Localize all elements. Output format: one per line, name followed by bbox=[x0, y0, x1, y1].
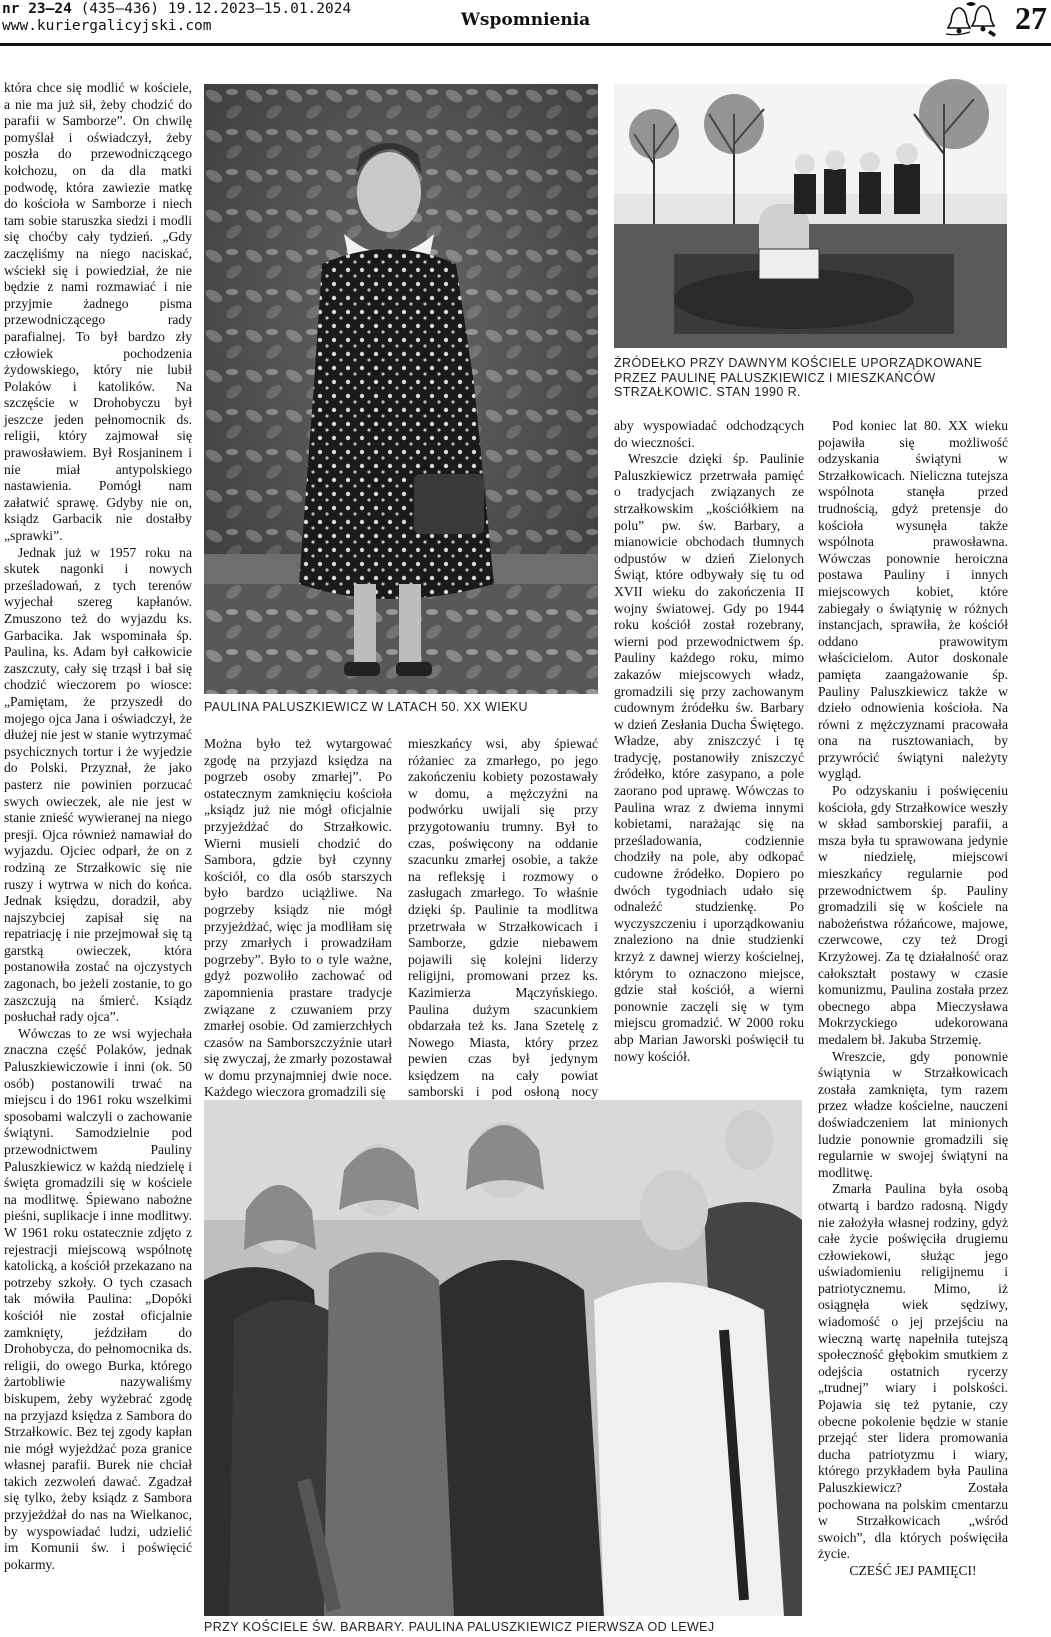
section-title: Wspomnienia bbox=[460, 10, 591, 30]
header-rule bbox=[0, 43, 1051, 46]
issue-detail: (435–436) 19.12.2023–15.01.2024 bbox=[80, 1, 352, 17]
paragraph: Wreszcie, gdy ponownie świątynia w Strzałkowicach została zamknięta, tym razem przez władze kościelne, nauczeni doświadczeniem lat minionych ludzie ponownie gromadzili się regularnie w swojej świątyni na modlitwę. bbox=[818, 1048, 1008, 1180]
paragraph: Jednak już w 1957 roku na skutek nagonki i nowych prześladowań, z tych terenów wyjechał szereg kapłanów. Zmuszono też do wyjazdu ks. Garbacika. Jak wspominała śp. Paulina, ks. Adam był całkowicie zaszczuty, cały się trząsł i bał się chodzić wieczorem po wiosce: „Pamiętam, że przyszedł do mojego ojca Jana i oświadczył, że dłużej nie jest w stanie wytrzymać psychicznych tortur i że wyjedzie do Polski. Przyznał, że jako pasterz nie powinien porzucać swych owieczek, ale nie jest w stanie znieść wywieranej na niego presji. Ojca również namawiał do wyjazdu. Ojciec odparł, że on z rodziną ze Strzałkowic się nie ruszy i wytrwa w nich do końca. Jednak księdzu, doradził, aby najszybciej zapisał się na repatriację i nie przejmował się tą garstką owieczek, która postanowiła zostać na ojczystych zagonach, bo jeżeli zostanie, to go zaszczują na śmierć. Ksiądz posłuchał rady ojca”. bbox=[4, 544, 192, 1025]
bells-icon bbox=[944, 0, 1004, 38]
article-column-3 bbox=[408, 736, 598, 1098]
paragraph: Pod koniec lat 80. XX wieku pojawiła się możliwość odzyskania świątyni w Strzałkowicach. Nieliczna tutejsza wspólnota stanęła przed trudnością, gdyż pretensje do kościoła wysunęła także wspólnota prawosławna. Wówczas ponownie heroiczna postawa Pauliny i innych miejscowych kobiet, które zabiegały o świątynię w różnych instancjach, sprawiła, że kościół oddano prawowitym właścicielom. Autor doskonale pamięta zaangażowanie śp. Pauliny Paluszkiewicz także w dzieło odnowienia kościoła. Na równi z mężczyznami pracowała ona na rusztowaniach, by przywrócić świątyni należyty wygląd. bbox=[818, 418, 1008, 782]
article-column-4 bbox=[614, 418, 804, 1098]
group-photo bbox=[204, 1100, 802, 1616]
group-caption: PRZY KOŚCIELE ŚW. BARBARY. PAULINA PALUSZKIEWICZ PIERWSZA OD LEWEJ bbox=[204, 1620, 715, 1634]
paragraph: Po odzyskaniu i poświęceniu kościoła, gdy Strzałkowice weszły w skład samborskiej parafii, a msza była tu sprawowana jedynie w niedzielę, miejscowi mieszkańcy regularnie pod przewodnictwem śp. Pauliny gromadzili się w kościele na nabożeństwa różańcowe, majowe, czerwcowe, czy też Drogi Krzyżowej. Za tę działalność oraz całokształt postawy w czasie komunizmu, Paulina została przez obecnego abpa Mieczysława Mokrzyckiego udekorowana medalem bł. Jakuba Strzemię. bbox=[818, 783, 1008, 1047]
website-link[interactable]: www.kuriergalicyjski.com bbox=[2, 18, 212, 34]
article-column-5 bbox=[818, 418, 1008, 1637]
page-number: 27 bbox=[1015, 0, 1047, 36]
spring-photo bbox=[614, 84, 1007, 348]
issue-number: nr 23–24 bbox=[2, 1, 72, 17]
paragraph: mieszkańcy wsi, aby śpiewać różaniec za zmarłego, po jego zakończeniu kobiety pozostawały w domu, a mężczyźni na podwórku uwijali się przy przygotowaniu trumny. Był to czas, poświęcony na oddanie szacunku zmarłej osobie, a także na refleksję i rozmowy o zasługach zmarłego. To właśnie dzięki śp. Paulinie ta modlitwa przetrwała w Strzałkowicach i Samborze, gdzie niebawem pojawili się kolejni liderzy religijni, promowani przez ks. Kazimierza Mączyńskiego. Paulina dużym szacunkiem obdarzała też ks. Jana Szetelę z Nowego Miasta, który przez pewien czas był jedynym księdzem na cały powiat samborski i pod osłoną nocy bbox=[408, 736, 598, 1100]
paragraph: która chce się modlić w kościele, a nie ma już sił, żeby chodzić do parafii w Samborze”. On chwilę pomyślał i oświadczył, żeby poszła do przewodniczącego kołchozu, on da dla matki podwodę, która zawiezie matkę do kościoła w Samborze i niech tam sobie staruszka siedzi i modli się choćby cały tydzień. „Gdy zaczęliśmy na niego naciskać, wściekł się i powiedział, że nie będzie z nami rozmawiać i nie przyjmie żadnego pisma przewodniczącego rady parafialnej. To był bardzo zły człowiek pochodzenia żydowskiego, który nie lubił Polaków i katolików. Na szczęście w Drohobyczu był jeszcze jeden pełnomocnik ds. religii, który zajmował się prawosławiem. Był Rosjaninem i nie miał antypolskiego nastawienia. Pomógł nam załatwić sprawę. Gdyby nie on, ksiądz Garbacik nie dostałby „sprawki”. bbox=[4, 80, 192, 544]
closing-line: CZEŚĆ JEJ PAMIĘCI! bbox=[849, 1562, 977, 1578]
paragraph: aby wyspowiadać odchodzących do wieczności. bbox=[614, 418, 804, 450]
article-column-1 bbox=[4, 80, 192, 1637]
paragraph: Zmarła Paulina była osobą otwartą i bardzo radosną. Nigdy nie założyła własnej rodziny, gdyż całe życie poświęciła drugiemu człowiekowi, służąc jego uświadomieniu religijnemu i patriotycznemu. Mimo, iż osiągnęła wiek sędziwy, wiadomość o jej przejściu na wieczną wartę napełniła tutejszą społeczność głębokim smutkiem z odejścia ostatnich rycerzy „trudnej” wiary i polskości. Pojawia się też pytanie, czy obecne pokolenie będzie w stanie przejąć ster lidera promowania ducha patriotyzmu i wiary, którego przykładem była Paulina Paluszkiewicz? Została pochowana na polskim cmentarzu w Strzałkowicach „wśród swoich”, dla których poświęciła życie. bbox=[818, 1181, 1008, 1562]
paragraph: Można było też wytargować zgodę na przyjazd księdza na pogrzeb osoby zmarłej”. Po ostatecznym zamknięciu kościoła „ksiądz już nie mógł oficjalnie przyjeżdżać do Strzałkowic. Wierni musieli chodzić do Sambora, gdzie był czynny kościół, co dla osób starszych było bardzo uciążliwe. Na pogrzeby ksiądz nie mógł przyjeżdżać, więc ja modliłam się przy zmarłych i prowadziłam pogrzeby”. Było to o tyle ważne, gdyż pozwoliło zachować od zapomnienia prastare tradycje związane z czuwaniem przy zmarłej osobie. Od zamierzchłych czasów na Samborszczyźnie utarł się zwyczaj, że zmarły pozostawał w domu przynajmniej dwie noce. Każdego wieczora gromadzili się bbox=[204, 736, 392, 1100]
article-column-2 bbox=[204, 736, 392, 1098]
paragraph: Wreszcie dzięki śp. Paulinie Paluszkiewicz przetrwała pamięć o tradycjach związanych ze strzałkowskim „kościółkiem na polu” pw. św. Barbary, a mianowicie obchodach tłumnych odpustów w dzień Zielonych Świąt, które odbywały się tu od XVII wieku do zakończenia II wojny światowej. Gdy po 1944 roku kościół został rozebrany, wierni pod przewodnictwem śp. Pauliny każdego roku, mimo zakazów miejscowych władz, gromadzili się przy zachowanym cudownym źródełku św. Barbary w dzień Zesłania Ducha Świętego. Władze, aby zniszczyć i tę tradycję, postanowiły zniszczyć źródełko, które zasypano, a pole zaorano pod uprawę. Wówczas to Paulina wraz z dwiema innymi kobietami, narażając się na prześladowania, codziennie chodziły na pole, aby odkopać cudowne źródełko. Dopiero po dwóch tygodniach udało się odnaleźć studzienkę. Po wyczyszczeniu i uporządkowaniu znaleziono na dnie studzienki krzyż z dawnej wierzy kościelnej, którym to oznaczono miejsce, gdzie stał kościół, a wierni ponownie zaczęli się w tym miejscu gromadzić. W 2000 roku abp Marian Jaworski poświęcił tu nowy kościół. bbox=[614, 451, 804, 1064]
portrait-photo bbox=[204, 84, 598, 694]
paragraph: Wówczas to ze wsi wyjechała znaczna część Polaków, jednak Paluszkiewiczowie i inni (ok. 50 osób) postanowili trwać na miejscu i do 1961 roku wszelkimi sposobami walczyli o zachowanie świątyni. Samodzielnie pod przewodnictwem Pauliny Paluszkiewicz w każdą niedzielę i święta gromadzili się w kościele na modlitwę. Śpiewano nabożne pieśni, suplikacje i inne modlitwy. W 1961 roku ostatecznie zdjęto z rejestracji miejscową wspólnotę katolicką, a kościół przekazano na potrzeby szkoły. O tych czasach tak mówiła Paulina: „Dopóki kościół nie został oficjalnie zamknięty, jeździłam do Drohobycza, do pełnomocnika ds. religii, do owego Burka, którego żartobliwie nazywaliśmy biskupem, żeby wyżebrać zgodę na przyjazd księdza z Sambora do Strzałkowic. Bez tej zgody kapłan nie mógł wyjeżdżać poza granice własnej parafii. Burek nie chciał takich zezwoleń dawać. Zgadzał się tylko, żeby ksiądz z Sambora przyjeżdżał do nas na Wielkanoc, by wyspowiadać ludzi, udzielić im Komunii św. i poświęcić pokarmy. bbox=[4, 1025, 192, 1572]
spring-caption: ŹRÓDEŁKO PRZY DAWNYM KOŚCIELE UPORZĄDKOWANE PRZEZ PAULINĘ PALUSZKIEWICZ I MIESZKAŃCÓW STRZAŁKOWIC. STAN 1990 R. bbox=[614, 356, 983, 399]
portrait-caption: PAULINA PALUSZKIEWICZ W LATACH 50. XX WIEKU bbox=[204, 700, 528, 714]
page-header bbox=[0, 0, 1051, 44]
